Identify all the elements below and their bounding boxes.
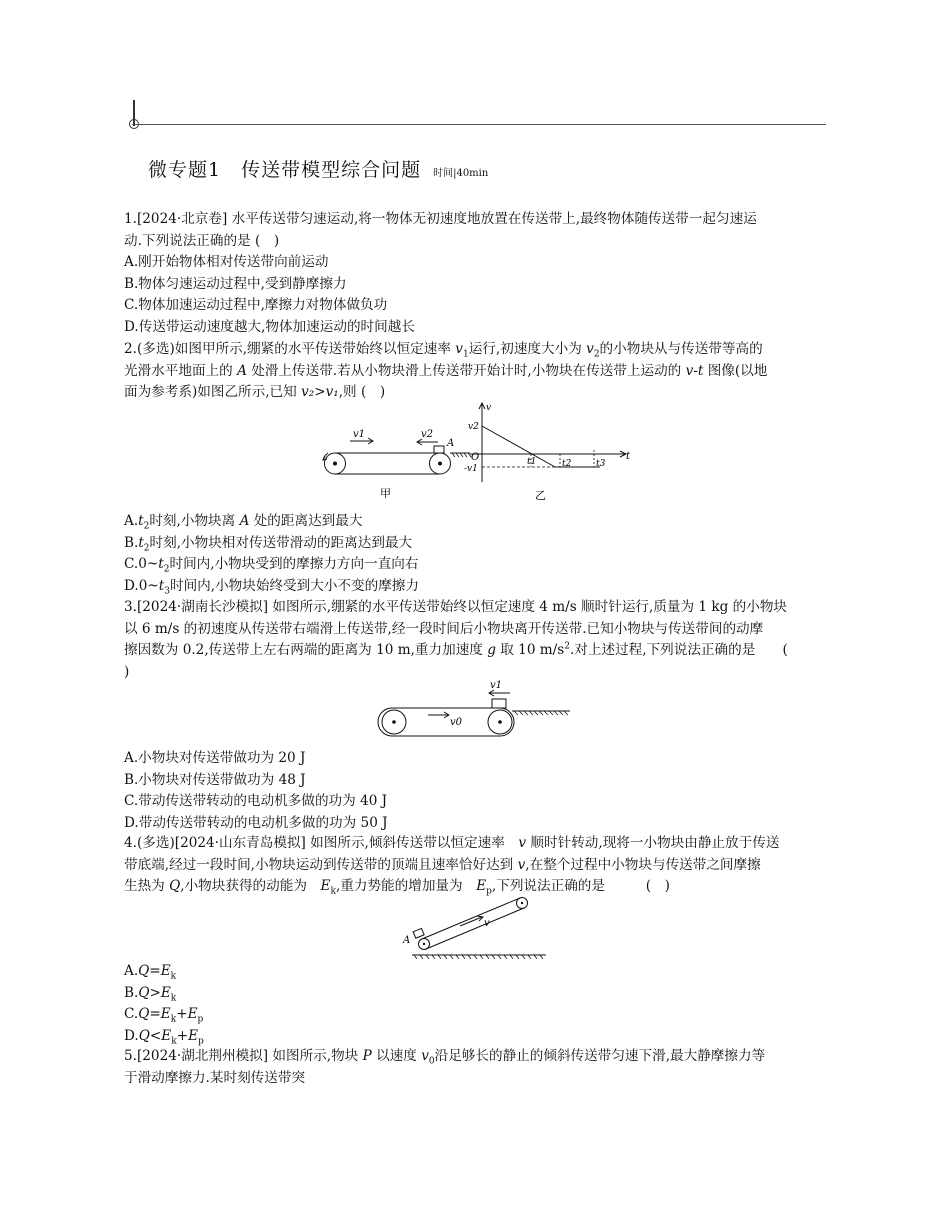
q2-caption-jia: 甲 — [380, 487, 391, 500]
q2-label-t3: t3 — [596, 459, 606, 469]
q2-stem-line-3: 面为参考系)如图乙所示,已知 v₂>v₁,则 ( ) — [124, 384, 386, 401]
q3-stem-line-1: 3.[2024·湖南长沙模拟] 如图所示,绷紧的水平传送带始终以恒定速度 4 m/s 顺时针运行,质量为 1 kg 的小物块 — [124, 599, 788, 615]
q1-option-c: C.物体加速运动过程中,摩擦力对物体做负功 — [124, 297, 388, 314]
q2-option-a: $A.t_2$时刻,小物块离 A 处的距离达到最大 — [124, 513, 363, 532]
q2-vt-line — [482, 426, 555, 467]
q3-stem-line-3: 擦因数为 0.2,传送带上左右两端的距离为 10 m,重力加速度 g 取 10 $m/s^2$.对上述过程,下列说法正确的是 ( — [124, 641, 788, 659]
q2-label-v2: v2 — [421, 429, 434, 440]
q3-figure — [370, 675, 580, 745]
q1-stem-line-2: 动.下列说法正确的是 ( ) — [124, 232, 280, 249]
question-3 — [124, 597, 829, 683]
q2-label-t: t — [626, 451, 631, 462]
q2-block — [434, 446, 444, 453]
q1-option-b: B.物体匀速运动过程中,受到静摩擦力 — [124, 275, 347, 292]
q2-option-d: $D.0\sim t_3$时间内,小物块始终受到大小不变的摩擦力 — [124, 577, 419, 597]
q3-option-b: B.小物块对传送带做功为 48 J — [124, 771, 306, 788]
q1-stem-line-1: 1.[2024·北京卷] 水平传送带匀速运动,将一物体无初速度地放置在传送带上,最终物体随传送带一起匀速运 — [124, 211, 757, 227]
question-2-options — [124, 511, 829, 597]
q3-stem-line-4: ) — [124, 663, 130, 680]
q3-option-d: D.带动传送带转动的电动机多做的功为 50 J — [124, 814, 388, 831]
q4-label-a: A — [403, 935, 411, 946]
q2-caption-yi: 乙 — [535, 489, 546, 502]
q4-option-c: $C.Q=E_k+E_p$ — [124, 1006, 204, 1025]
q3-option-a: A.小物块对传送带做功为 20 J — [124, 750, 306, 766]
q2-label-a: A — [447, 438, 455, 449]
q2-option-b: $B.t_2$时刻,小物块相对传送带滑动的距离达到最大 — [124, 534, 413, 554]
q1-option-a: A.刚开始物体相对传送带向前运动 — [124, 254, 329, 271]
q4-stem-line-1: 4.(多选)[2024·山东青岛模拟] 如图所示,倾斜传送带以恒定速率 v 顺时针转动,现将一小物块由静止放于传送 — [124, 835, 780, 851]
q2-label-o: O — [471, 452, 480, 463]
header-rule — [132, 124, 826, 125]
q2-label-v1: v1 — [353, 429, 366, 440]
q2-label-neg-v1: -v1 — [464, 464, 478, 474]
q2-stem-line-1: 2.(多选)如图甲所示,绷紧的水平传送带始终以恒定速率 $v_1$运行,初速度大小为 $v_2$的小物块从与传送带等高的 — [124, 341, 763, 360]
page-title — [148, 155, 488, 182]
time-label: 时间|40min — [433, 167, 489, 179]
q2-fig-jia — [323, 429, 471, 500]
q2-label-t1: t1 — [527, 457, 537, 467]
q2-label-t2: t2 — [562, 459, 572, 469]
question-5 — [124, 1046, 829, 1089]
question-4 — [124, 833, 829, 898]
q4-label-v: v — [484, 918, 490, 929]
q3-block — [492, 699, 506, 708]
q3-stem-line-2: 以 6 m/s 的初速度从传送带右端滑上传送带,经一段时间后小物块离开传送带.已知小物块与传送带间的动摩 — [124, 620, 764, 637]
q2-figure — [310, 400, 650, 508]
q2-option-c: $C.0\sim t_2$时间内,小物块受到的摩擦力方向一直向右 — [124, 556, 419, 575]
title-text: 微专题1 传送带模型综合问题 — [148, 159, 422, 181]
q3-label-v0: v0 — [450, 717, 463, 728]
q3-label-v1: v1 — [490, 680, 503, 691]
q4-option-a: $A.Q=E_k$ — [124, 963, 177, 982]
q2-label-v: v — [486, 403, 492, 413]
question-1 — [124, 209, 829, 339]
q4-stem-line-3: 生热为 Q,小物块获得的动能为 $E_k$,重力势能的增加量为 $E_p$,下列说法正确的是 ( ) — [124, 878, 670, 897]
q1-option-d: D.传送带运动速度越大,物体加速运动的时间越长 — [124, 318, 415, 335]
q4-option-b: $B.Q>E_k$ — [124, 984, 177, 1004]
q5-stem-line-1: 5.[2024·湖北荆州模拟] 如图所示,物块 P 以速度 $v_0$沿足够长的静止的倾斜传送带匀速下滑,最大静摩擦力等 — [124, 1048, 766, 1067]
q4-stem-line-2: 带底端,经过一段时间,小物块运动到传送带的顶端且速率恰好达到 v,在整个过程中小物块与传送带之间摩擦 — [124, 856, 761, 873]
q4-figure — [398, 893, 558, 959]
q3-option-c: C.带动传送带转动的电动机多做的功为 40 J — [124, 793, 388, 810]
question-3-options — [124, 748, 829, 834]
question-4-options — [124, 961, 829, 1047]
q4-block — [413, 928, 424, 938]
q2-stem-line-2: 光滑水平地面上的 A 处滑上传送带.若从小物块滑上传送带开始计时,小物块在传送带上运动的 v-t 图像(以地 — [124, 362, 768, 379]
q5-stem-line-2: 于滑动摩擦力.某时刻传送带突 — [124, 1069, 306, 1086]
q2-fig-yi — [464, 403, 631, 502]
q2-label-v2-axis: v2 — [468, 422, 479, 432]
question-2 — [124, 339, 829, 404]
q4-option-d: $D.Q<E_k+E_p$ — [124, 1027, 204, 1047]
